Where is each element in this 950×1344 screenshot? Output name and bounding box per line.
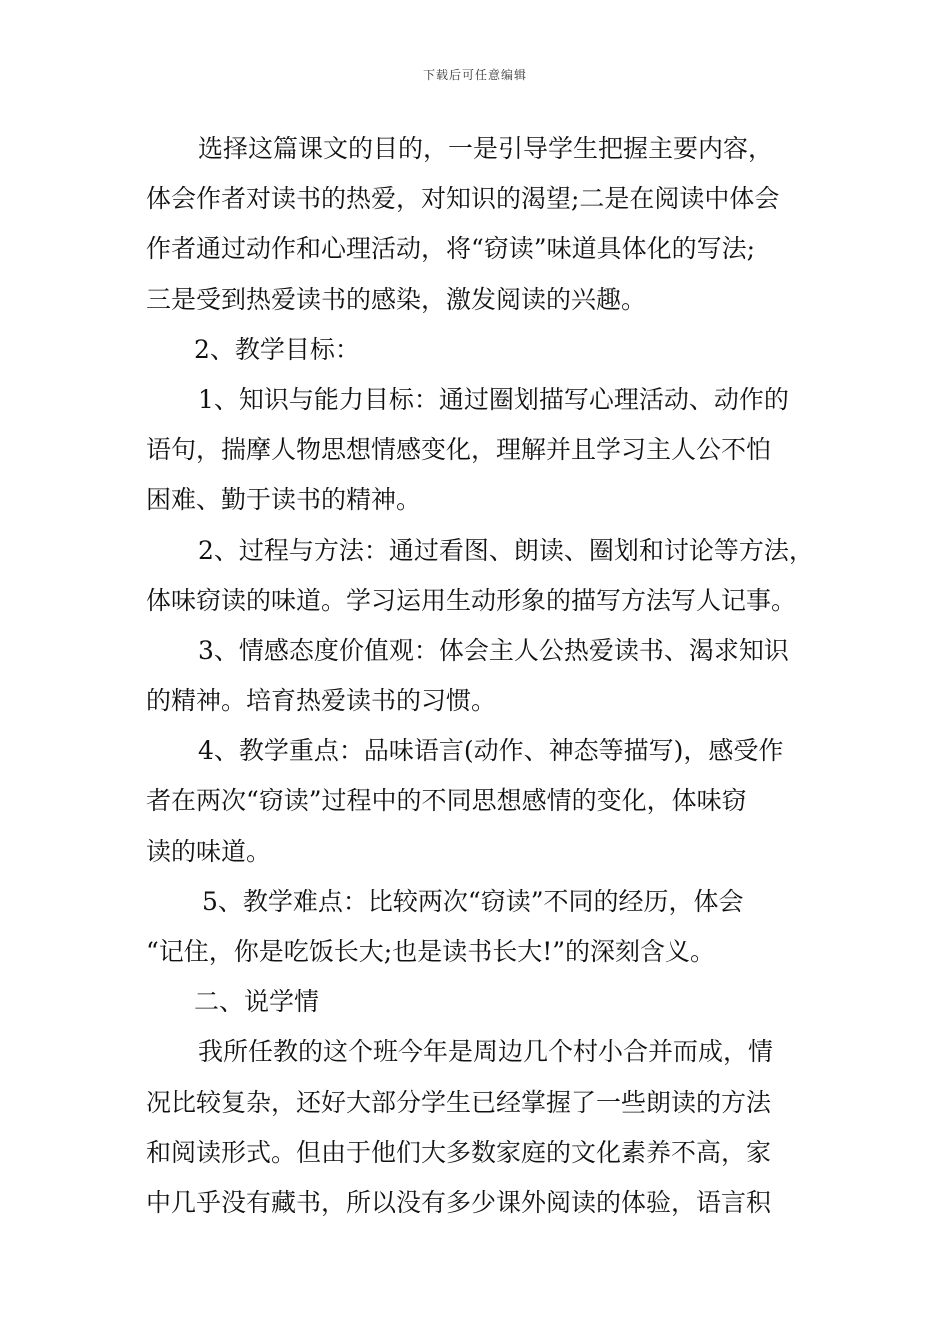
text-line: 3、情感态度价值观：体会主人公热爱读书、渴求知识: [198, 635, 789, 665]
text-line: 况比较复杂，还好大部分学生已经掌握了一些朗读的方法: [146, 1087, 772, 1117]
text-line: “记住，你是吃饭长大;也是读书长大!”的深刻含义。: [146, 937, 716, 966]
text-line: 困难、勤于读书的精神。: [146, 485, 422, 515]
page-header: 下载后可任意编辑: [422, 68, 527, 82]
text-line: 2、过程与方法：通过看图、朗读、圈划和讨论等方法，: [198, 535, 814, 565]
text-line: 中几乎没有藏书，所以没有多少课外阅读的体验，语言积: [146, 1187, 772, 1217]
text-line: 三是受到热爱读书的感染，激发阅读的兴趣。: [146, 284, 647, 314]
text-line: 5、教学难点：比较两次“窃读”不同的经历，体会: [202, 886, 744, 916]
section-heading: 二、说学情: [194, 987, 320, 1017]
text-line: 作者通过动作和心理活动，将“窃读”味道具体化的写法;: [146, 234, 755, 264]
text-line: 和阅读形式。但由于他们大多数家庭的文化素养不高，家: [146, 1137, 772, 1167]
text-line: 体会作者对读书的热爱，对知识的渴望;二是在阅读中体会: [146, 184, 780, 214]
section-heading: 2、教学目标：: [194, 334, 360, 364]
text-line: 语句，揣摩人物思想情感变化，理解并且学习主人公不怕: [146, 435, 772, 465]
text-line: 的精神。培育热爱读书的习惯。: [146, 686, 497, 716]
text-line: 体味窃读的味道。学习运用生动形象的描写方法写人记事。: [146, 585, 797, 615]
document-body: [146, 124, 816, 1228]
text-line: 我所任教的这个班今年是周边几个村小合并而成，情: [198, 1037, 774, 1067]
text-line: 4、教学重点：品味语言(动作、神态等描写)，感受作: [198, 736, 784, 766]
text-line: 读的味道。: [146, 836, 272, 866]
text-line: 选择这篇课文的目的，一是引导学生把握主要内容，: [198, 134, 774, 163]
text-line: 1、知识与能力目标：通过圈划描写心理活动、动作的: [198, 384, 789, 414]
text-line: 者在两次“窃读”过程中的不同思想感情的变化，体味窃: [146, 786, 747, 816]
